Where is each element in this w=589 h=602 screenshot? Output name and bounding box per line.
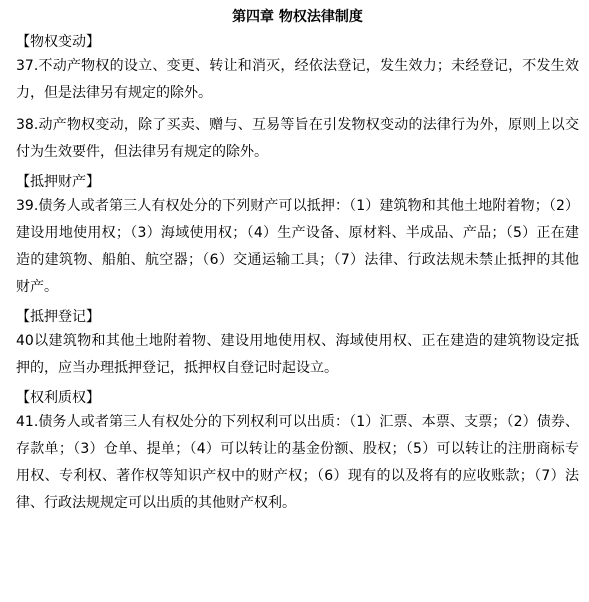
page-title: 第四章 物权法律制度 xyxy=(232,9,363,25)
paragraph-41: 41.债务人或者第三人有权处分的下列权利可以出质：（1）汇票、本票、支票；（2）债券、存款单；（3）仓单、提单；（4）可以转让的基金份额、股权；（5）可以转让的注册商标专用权、专利权、著作权等知识产权中的财产权；（6）现有的以及将有的应收账款；（7）法律、行政法规规定可以出质的其他财产权利。 xyxy=(16,414,579,511)
section-heading-mortgage-property: 【抵押财产】 xyxy=(16,174,100,190)
section-heading-right-pledge: 【权利质权】 xyxy=(16,390,100,406)
paragraph-40: 40以建筑物和其他土地附着物、建设用地使用权、海域使用权、正在建造的建筑物设定抵押的，应当办理抵押登记，抵押权自登记时起设立。 xyxy=(16,333,579,376)
section-heading-property-change: 【物权变动】 xyxy=(16,34,100,50)
paragraph-37: 37.不动产物权的设立、变更、转让和消灭，经依法登记，发生效力；未经登记，不发生效力，但是法律另有规定的除外。 xyxy=(16,58,579,101)
section-heading-mortgage-registration: 【抵押登记】 xyxy=(16,309,100,325)
paragraph-39: 39.债务人或者第三人有权处分的下列财产可以抵押：（1）建筑物和其他土地附着物；（2）建设用地使用权；（3）海域使用权；（4）生产设备、原材料、半成品、产品；（5）正在建造的建筑物、船舶、航空器；（6）交通运输工具；（7）法律、行政法规未禁止抵押的其他财产。 xyxy=(16,198,579,295)
paragraph-38: 38.动产物权变动，除了买卖、赠与、互易等旨在引发物权变动的法律行为外，原则上以交付为生效要件，但法律另有规定的除外。 xyxy=(16,117,579,160)
